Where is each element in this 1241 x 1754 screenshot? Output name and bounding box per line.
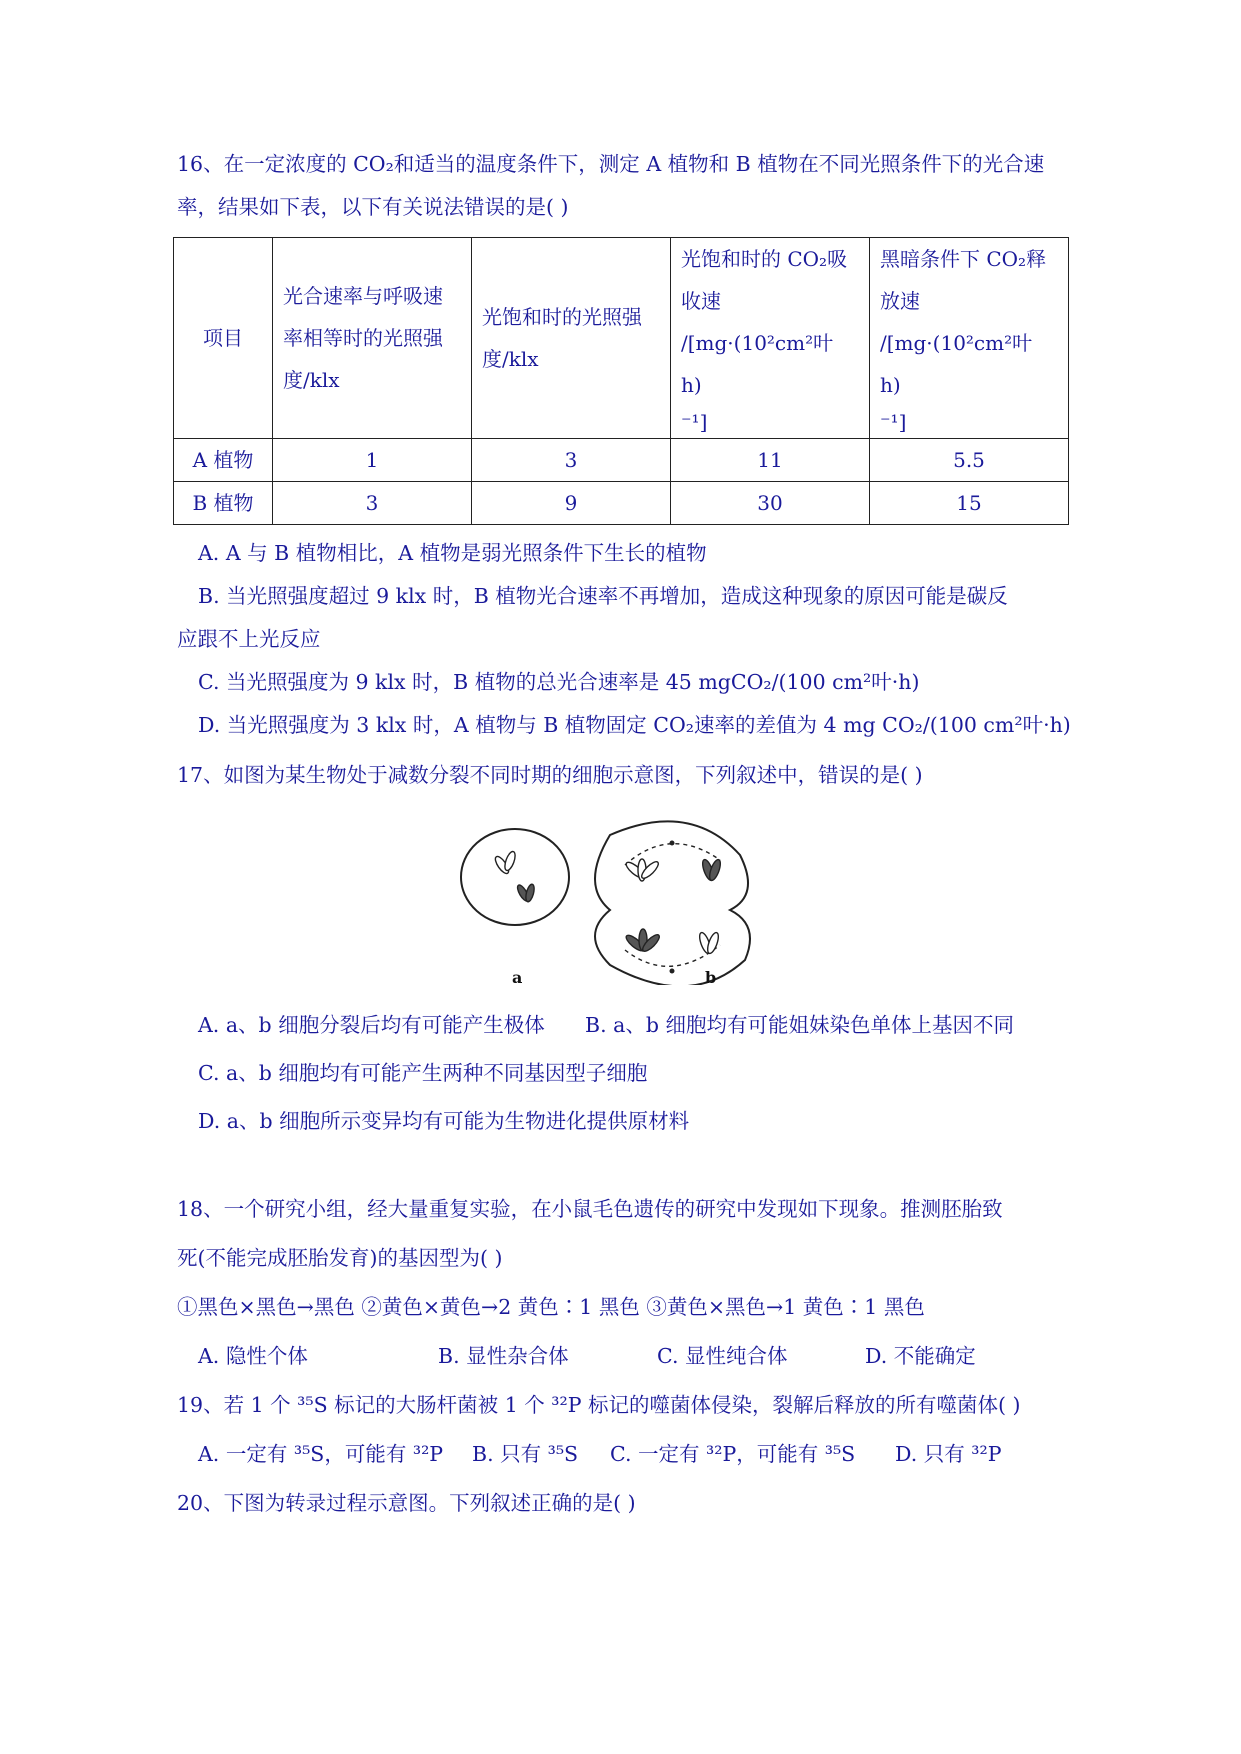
figure-label-a: a bbox=[512, 968, 523, 987]
q16-option-c: C. 当光照强度为 9 klx 时，B 植物的总光合速率是 45 mgCO₂/(100 cm²叶·h) bbox=[198, 670, 920, 694]
q16-option-a: A. A 与 B 植物相比，A 植物是弱光照条件下生长的植物 bbox=[198, 541, 707, 565]
cell-a-chromosomes bbox=[493, 850, 536, 902]
table-cell: 3 bbox=[273, 482, 472, 525]
q16-stem-line1: 16、在一定浓度的 CO₂和适当的温度条件下，测定 A 植物和 B 植物在不同光照条件下的光合速 bbox=[177, 152, 1045, 176]
q19-option-b: B. 只有 ³⁵S bbox=[472, 1442, 579, 1466]
q17-option-c: C. a、b 细胞均有可能产生两种不同基因型子细胞 bbox=[198, 1061, 648, 1085]
q18-option-c: C. 显性纯合体 bbox=[657, 1344, 788, 1368]
q16-option-d: D. 当光照强度为 3 klx 时，A 植物与 B 植物固定 CO₂速率的差值为 4 mg CO₂/(100 cm²叶·h) bbox=[198, 713, 1071, 737]
q19-stem: 19、若 1 个 ³⁵S 标记的大肠杆菌被 1 个 ³²P 标记的噬菌体侵染，裂解后释放的所有噬菌体( ) bbox=[177, 1393, 1021, 1417]
cell-b-chromosomes bbox=[624, 858, 723, 954]
row-label: B 植物 bbox=[174, 482, 273, 525]
q16-stem-line2: 率，结果如下表，以下有关说法错误的是( ) bbox=[177, 195, 569, 219]
q18-crosses: ①黑色×黑色→黑色 ②黄色×黄色→2 黄色∶1 黑色 ③黄色×黑色→1 黄色∶1 黑色 bbox=[177, 1295, 925, 1319]
table-row bbox=[174, 482, 1069, 525]
q17-option-b: B. a、b 细胞均有可能姐妹染色单体上基因不同 bbox=[585, 1013, 1014, 1037]
q17-option-a: A. a、b 细胞分裂后均有可能产生极体 bbox=[198, 1013, 545, 1037]
table-cell: 3 bbox=[472, 439, 671, 482]
q18-stem-line2: 死(不能完成胚胎发育)的基因型为( ) bbox=[177, 1246, 503, 1270]
table-cell: 9 bbox=[472, 482, 671, 525]
meiosis-cells-figure bbox=[460, 815, 790, 985]
header-item: 项目 bbox=[174, 238, 273, 439]
q20-stem: 20、下图为转录过程示意图。下列叙述正确的是( ) bbox=[177, 1491, 636, 1515]
header-compensation-point: 光合速率与呼吸速 率相等时的光照强 度/klx bbox=[273, 238, 472, 439]
header-saturation-point: 光饱和时的光照强 度/klx bbox=[472, 238, 671, 439]
q18-option-d: D. 不能确定 bbox=[865, 1344, 976, 1368]
table-cell: 1 bbox=[273, 439, 472, 482]
q19-option-a: A. 一定有 ³⁵S，可能有 ³²P bbox=[198, 1442, 444, 1466]
q17-option-d: D. a、b 细胞所示变异均有可能为生物进化提供原材料 bbox=[198, 1109, 690, 1133]
header-co2-release: 黑暗条件下 CO₂释 放速 /[mg·(10²cm²叶 h) ⁻¹] bbox=[870, 238, 1069, 439]
table-cell: 5.5 bbox=[870, 439, 1069, 482]
q18-option-a: A. 隐性个体 bbox=[198, 1344, 308, 1368]
q19-option-c: C. 一定有 ³²P，可能有 ³⁵S bbox=[610, 1442, 856, 1466]
q16-table bbox=[173, 237, 1069, 525]
figure-label-b: b bbox=[705, 968, 717, 987]
row-label: A 植物 bbox=[174, 439, 273, 482]
header-co2-absorption: 光饱和时的 CO₂吸 收速 /[mg·(10²cm²叶 h) ⁻¹] bbox=[671, 238, 870, 439]
table-header-row bbox=[174, 238, 1069, 439]
table-cell: 15 bbox=[870, 482, 1069, 525]
q18-option-b: B. 显性杂合体 bbox=[438, 1344, 569, 1368]
q16-option-b-cont: 应跟不上光反应 bbox=[177, 627, 321, 651]
table-cell: 11 bbox=[671, 439, 870, 482]
q17-stem: 17、如图为某生物处于减数分裂不同时期的细胞示意图，下列叙述中，错误的是( ) bbox=[177, 763, 923, 787]
q16-option-b: B. 当光照强度超过 9 klx 时，B 植物光合速率不再增加，造成这种现象的原因可能是碳反 bbox=[198, 584, 1008, 608]
cell-b-membrane bbox=[595, 821, 750, 985]
q18-stem-line1: 18、一个研究小组，经大量重复实验，在小鼠毛色遗传的研究中发现如下现象。推测胚胎致 bbox=[177, 1197, 1003, 1221]
table-row bbox=[174, 439, 1069, 482]
table-cell: 30 bbox=[671, 482, 870, 525]
q19-option-d: D. 只有 ³²P bbox=[895, 1442, 1002, 1466]
